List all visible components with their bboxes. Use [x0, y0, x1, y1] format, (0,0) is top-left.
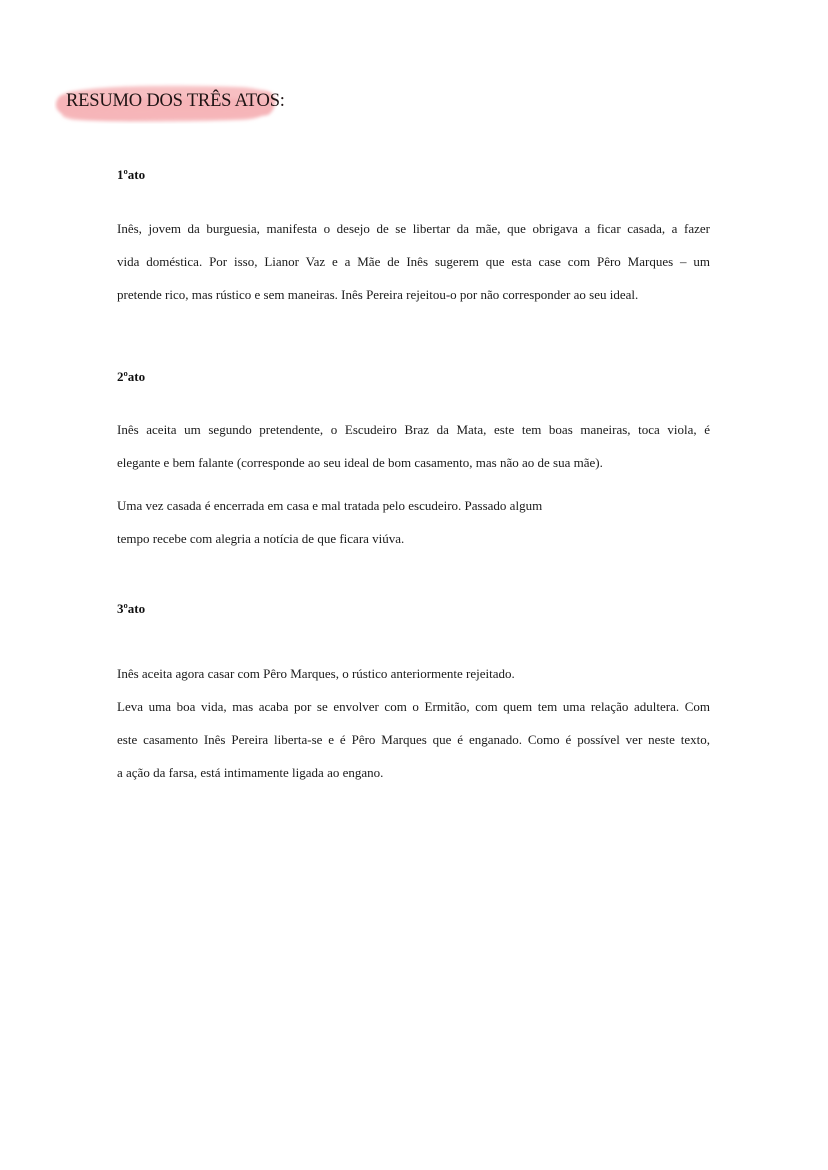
act-3-paragraph — [117, 658, 710, 789]
paragraph-line: Inês, jovem da burguesia, manifesta o desejo de se libertar da mãe, que obrigava a ficar casada, a fazer — [117, 221, 710, 236]
act-1-heading: 1ºato — [117, 167, 146, 182]
act-1-paragraph — [117, 212, 710, 311]
title-block — [54, 82, 285, 124]
paragraph-line: Leva uma boa vida, mas acaba por se envolver com o Ermitão, com quem tem uma relação adultera. Com — [117, 699, 710, 714]
act-3-heading: 3ºato — [117, 601, 146, 616]
document-title: RESUMO DOS TRÊS ATOS: — [66, 91, 285, 111]
paragraph-line: este casamento Inês Pereira liberta-se e é Pêro Marques que é enganado. Como é possível ver neste texto, — [117, 732, 710, 747]
paragraph-line: a ação da farsa, está intimamente ligada ao engano. — [117, 765, 384, 780]
paragraph-line: elegante e bem falante (corresponde ao seu ideal de bom casamento, mas não ao de sua mãe). — [117, 455, 603, 470]
paragraph-line: Uma vez casada é encerrada em casa e mal tratada pelo escudeiro. Passado algum — [117, 498, 543, 513]
paragraph-line: pretende rico, mas rústico e sem maneiras. Inês Pereira rejeitou-o por não corresponder ao seu ideal. — [117, 287, 639, 302]
paragraph-line: tempo recebe com alegria a notícia de que ficara viúva. — [117, 531, 405, 546]
paragraph-line: Inês aceita um segundo pretendente, o Escudeiro Braz da Mata, este tem boas maneiras, toca viola, é — [117, 422, 710, 437]
paragraph-line: Inês aceita agora casar com Pêro Marques, o rústico anteriormente rejeitado. — [117, 666, 515, 681]
paragraph-line: vida doméstica. Por isso, Lianor Vaz e a Mãe de Inês sugerem que esta case com Pêro Marques – um — [117, 254, 710, 269]
act-2-heading: 2ºato — [117, 369, 146, 384]
act-2-paragraph-1 — [117, 413, 710, 479]
act-2-paragraph-2 — [117, 489, 710, 555]
